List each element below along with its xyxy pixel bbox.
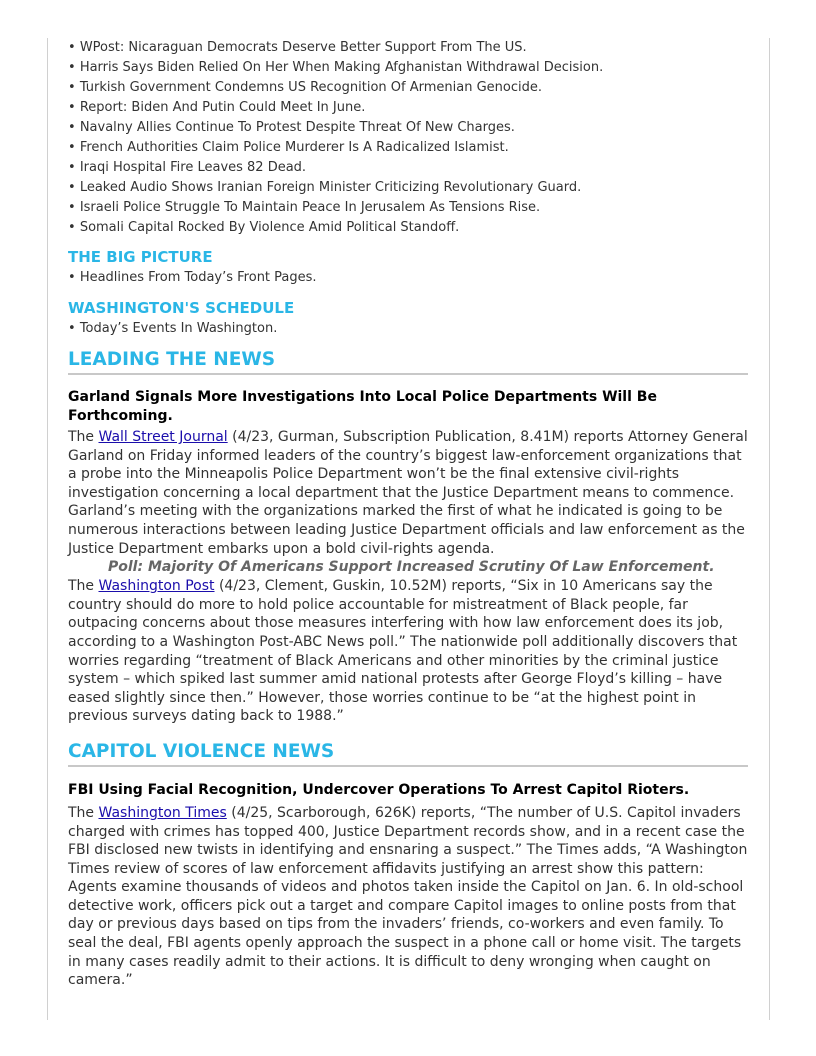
washington-times-link[interactable]: Washington Times <box>98 804 227 821</box>
schedule-list <box>68 319 748 339</box>
leading-headline: Garland Signals More Investigations Into Local Police Departments Will Be Forthcoming. <box>68 389 657 424</box>
leading-news-heading: LEADING THE NEWS <box>68 348 748 375</box>
list-item[interactable]: • Today’s Events In Washington. <box>68 319 748 339</box>
capitol-article-body: The Washington Times (4/25, Scarborough, 626K) reports, “The number of U.S. Capitol invaders charged with crimes has topped 400, Justice Department records show, and in a recent case the FBI disclosed new twists in identifying and ensnaring a suspect.” The Times adds, “A Washington Times review of scores of law enforcement affidavits justifying an arrest show this pattern: Agents examine thousands of videos and photos taken inside the Capitol on Jan. 6. In old-school detective work, officers pick out a target and compare Capitol images to online posts from that day or previous days based on tips from the invaders’ friends, co-workers and even family. To seal the deal, FBI agents openly approach the suspect in a phone call or home visit. The targets in many cases readily admit to their actions. It is difficult to deny wronging when caught on camera.” <box>68 804 748 989</box>
list-item[interactable]: • Iraqi Hospital Fire Leaves 82 Dead. <box>68 158 748 178</box>
list-item[interactable]: • Navalny Allies Continue To Protest Despite Threat Of New Charges. <box>68 118 748 138</box>
list-item[interactable]: • Turkish Government Condemns US Recognition Of Armenian Genocide. <box>68 78 748 98</box>
list-item[interactable]: • Report: Biden And Putin Could Meet In June. <box>68 98 748 118</box>
list-item[interactable]: • Leaked Audio Shows Iranian Foreign Minister Criticizing Revolutionary Guard. <box>68 178 748 198</box>
list-item[interactable]: • Somali Capital Rocked By Violence Amid Political Standoff. <box>68 218 748 238</box>
capitol-headline: FBI Using Facial Recognition, Undercover Operations To Arrest Capitol Rioters. <box>68 781 690 798</box>
list-item[interactable]: • Harris Says Biden Relied On Her When Making Afghanistan Withdrawal Decision. <box>68 58 748 78</box>
schedule-heading: WASHINGTON'S SCHEDULE <box>68 299 295 317</box>
washington-post-link[interactable]: Washington Post <box>98 578 215 595</box>
newsletter-content <box>68 38 748 990</box>
big-picture-list <box>68 268 748 288</box>
poll-article-body: The Washington Post (4/23, Clement, Guskin, 10.52M) reports, “Six in 10 Americans say the country should do more to hold police accountable for mistreatment of Black people, far outpacing concerns about those measures interfering with how law enforcement does its job, according to a Washington Post-ABC News poll.” The nationwide poll additionally discovers that worries regarding “treatment of Black Americans and other minorities by the criminal justice system – which spiked last summer amid national protests after George Floyd’s killing – have eased slightly since then.” However, those worries continue to be “at the highest point in previous surveys dating back to 1988.” <box>68 578 738 725</box>
world-news-list <box>68 38 748 238</box>
list-item[interactable]: • French Authorities Claim Police Murderer Is A Radicalized Islamist. <box>68 138 748 158</box>
big-picture-heading: THE BIG PICTURE <box>68 248 213 266</box>
poll-subheadline: Poll: Majority Of Americans Support Increased Scrutiny Of Law Enforcement. <box>108 559 715 576</box>
list-item[interactable]: • WPost: Nicaraguan Democrats Deserve Better Support From The US. <box>68 38 748 58</box>
wsj-link[interactable]: Wall Street Journal <box>98 429 228 445</box>
list-item[interactable]: • Israeli Police Struggle To Maintain Peace In Jerusalem As Tensions Rise. <box>68 198 748 218</box>
list-item[interactable]: • Headlines From Today’s Front Pages. <box>68 268 748 288</box>
capitol-violence-heading: CAPITOL VIOLENCE NEWS <box>68 740 748 767</box>
leading-article-body: The Wall Street Journal (4/23, Gurman, Subscription Publication, 8.41M) reports Attorney General Garland on Friday informed leaders of the country’s biggest law-enforcement organizations that a probe into the Minneapolis Police Department won’t be the final extensive civil-rights investigation concerning a local department that the Justice Department means to commence. Garland’s meeting with the organizations marked the first of what he indicated is going to be numerous interactions between leading Justice Department officials and law enforcement as the Justice Department embarks upon a bold civil-rights agenda. <box>68 429 748 557</box>
